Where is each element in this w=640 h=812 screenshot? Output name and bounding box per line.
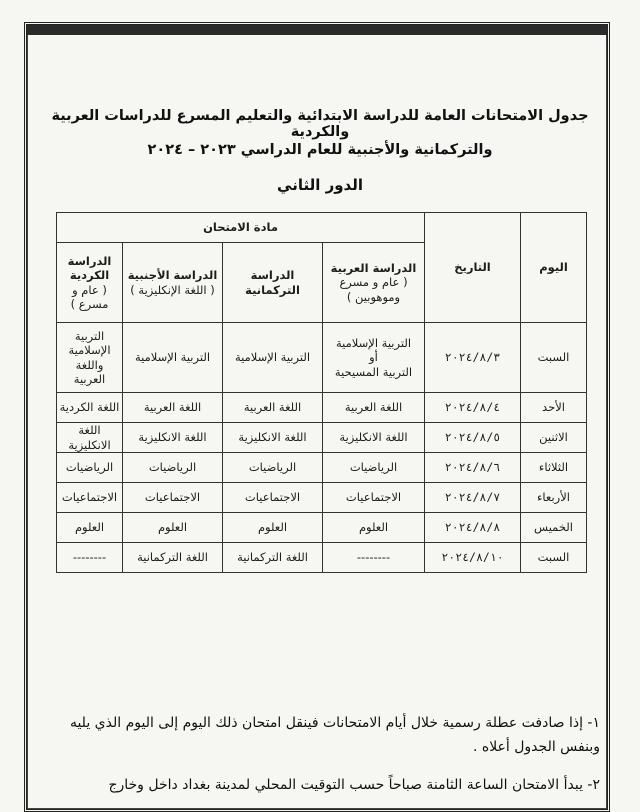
stream-name: الدراسة التركمانية <box>245 268 300 297</box>
cell-foreign: اللغة العربية <box>123 393 223 423</box>
cell-day: الأحد <box>521 393 587 423</box>
cell-line: التربية المسيحية <box>334 364 413 379</box>
cell-kurdish: العلوم <box>57 513 123 543</box>
stream-note: ( عام و مسرع ) <box>70 282 109 311</box>
column-header-turkmen <box>223 243 323 323</box>
table-row <box>57 423 587 453</box>
note-2: ٢- يبدأ الامتحان الساعة الثامنة صباحاً حسب التوقيت المحلي لمدينة بغداد داخل وخارج <box>108 777 600 793</box>
cell-line: التربية الإسلامية <box>335 335 412 350</box>
cell-turkmen: اللغة التركمانية <box>223 543 323 573</box>
column-header-foreign <box>123 243 223 323</box>
page-border-top-bar <box>27 25 607 35</box>
document-title-line-1: جدول الامتحانات العامة للدراسة الابتدائية والتعليم المسرع للدراسات العربية والكردية <box>51 108 589 140</box>
cell-kurdish: -------- <box>57 543 123 573</box>
table-row <box>57 453 587 483</box>
cell-turkmen: الاجتماعيات <box>223 483 323 513</box>
cell-day: الخميس <box>521 513 587 543</box>
table-row <box>57 483 587 513</box>
table-row <box>57 393 587 423</box>
cell-day: السبت <box>521 543 587 573</box>
cell-date: ٢٠٢٤/٨/٥ <box>425 423 521 453</box>
cell-arabic: اللغة العربية <box>323 393 425 423</box>
column-header-arabic <box>323 243 425 323</box>
cell-foreign: اللغة التركمانية <box>123 543 223 573</box>
stream-name: الدراسة العربية <box>330 260 417 275</box>
column-header-subject: مادة الامتحان <box>57 213 425 243</box>
table-row <box>57 513 587 543</box>
stream-name: الدراسة الأجنبية <box>127 268 218 283</box>
stream-note: ( اللغة الإنكليزية ) <box>130 282 215 297</box>
cell-date: ٢٠٢٤/٨/٣ <box>425 323 521 393</box>
cell-turkmen: التربية الإسلامية <box>223 323 323 393</box>
cell-line: واللغة العربية <box>73 357 106 386</box>
cell-date: ٢٠٢٤/٨/٨ <box>425 513 521 543</box>
cell-arabic: الاجتماعيات <box>323 483 425 513</box>
cell-turkmen: اللغة الانكليزية <box>223 423 323 453</box>
cell-foreign: التربية الإسلامية <box>123 323 223 393</box>
table-row <box>57 543 587 573</box>
document-subtitle: الدور الثاني <box>277 176 363 194</box>
cell-date: ٢٠٢٤/٨/٤ <box>425 393 521 423</box>
cell-line: أو <box>369 350 378 365</box>
cell-arabic <box>323 323 425 393</box>
cell-day: الأربعاء <box>521 483 587 513</box>
cell-foreign: الرياضيات <box>123 453 223 483</box>
cell-turkmen: العلوم <box>223 513 323 543</box>
cell-kurdish: اللغة الانكليزية <box>57 423 123 453</box>
column-header-day: اليوم <box>521 213 587 323</box>
cell-turkmen: اللغة العربية <box>223 393 323 423</box>
stream-name: الدراسة الكردية <box>67 253 112 283</box>
column-header-kurdish <box>57 243 123 323</box>
cell-turkmen: الرياضيات <box>223 453 323 483</box>
cell-arabic: العلوم <box>323 513 425 543</box>
cell-day: السبت <box>521 323 587 393</box>
cell-day: الاثنين <box>521 423 587 453</box>
exam-schedule-table <box>56 212 587 573</box>
cell-day: الثلاثاء <box>521 453 587 483</box>
cell-arabic: الرياضيات <box>323 453 425 483</box>
cell-date: ٢٠٢٤/٨/٧ <box>425 483 521 513</box>
cell-kurdish <box>57 323 123 393</box>
cell-foreign: العلوم <box>123 513 223 543</box>
cell-arabic: -------- <box>323 543 425 573</box>
note-1: ١- إذا صادفت عطلة رسمية خلال أيام الامتحانات فينقل امتحان ذلك اليوم إلى اليوم الذي يليه وبنفس الجدول أعلاه . <box>69 715 600 755</box>
cell-date: ٢٠٢٤/٨/٦ <box>425 453 521 483</box>
cell-date: ٢٠٢٤/٨/١٠ <box>425 543 521 573</box>
stream-note: ( عام و مسرع وموهوبين ) <box>339 275 408 304</box>
cell-line: التربية الإسلامية <box>68 328 111 358</box>
cell-foreign: اللغة الانكليزية <box>123 423 223 453</box>
cell-kurdish: الرياضيات <box>57 453 123 483</box>
document-title-line-2: والتركمانية والأجنبية للعام الدراسي ٢٠٢٣ – ٢٠٢٤ <box>147 142 493 158</box>
cell-kurdish: اللغة الكردية <box>57 393 123 423</box>
column-header-date: التاريخ <box>425 213 521 323</box>
cell-kurdish: الاجتماعيات <box>57 483 123 513</box>
cell-arabic: اللغة الانكليزية <box>323 423 425 453</box>
cell-foreign: الاجتماعيات <box>123 483 223 513</box>
table-row <box>57 323 587 393</box>
